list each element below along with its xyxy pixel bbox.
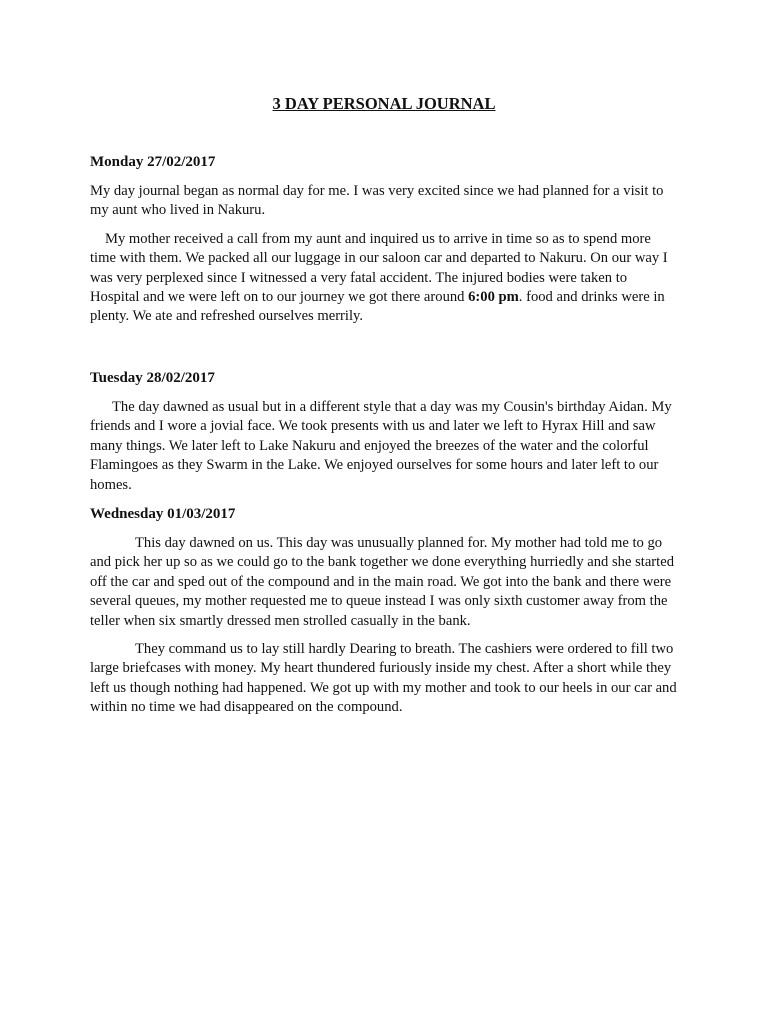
entry-paragraph — [90, 230, 680, 327]
entry-paragraph: The day dawned as usual but in a different style that a day was my Cousin's birthday Aidan. My friends and I wore a jovial face. We took presents with us and later we left to Hyrax Hill and saw many things. We later left to Lake Nakuru and enjoyed the breezes of the water and the colorful Flamingoes as they Swarm in the Lake. We enjoyed ourselves for some hours and later left to our homes. — [90, 399, 672, 493]
paragraph-text: . food and drinks were in plenty. We ate and refreshed ourselves merrily. — [90, 289, 665, 325]
page-title: 3 DAY PERSONAL JOURNAL — [272, 94, 496, 113]
journal-entry-wednesday — [90, 505, 680, 727]
arrival-time: 6:00 pm — [468, 289, 519, 306]
entry-heading: Monday 27/02/2017 — [90, 154, 216, 170]
entry-heading: Tuesday 28/02/2017 — [90, 370, 215, 386]
journal-entry-monday — [90, 153, 680, 336]
entry-paragraph: They command us to lay still hardly Dearing to breath. The cashiers were ordered to fill two large briefcases with money. My heart thundered furiously inside my chest. After a short while they left us though nothing had happened. We got up with my mother and took to our heels in our car and within no time we had disappeared on the compound. — [90, 641, 677, 716]
entry-paragraph: This day dawned on us. This day was unusually planned for. My mother had told me to go and pick her up so as we could go to the bank together we done everything hurriedly and she started off the car and sped out of the compound and in the main road. We got into the bank and there were several queues, my mother requested me to queue instead I was only sixth customer away from the teller when six smartly dressed men strolled casually in the bank. — [90, 535, 674, 629]
entry-paragraph: My day journal began as normal day for me. I was very excited since we had planned for a visit to my aunt who lived in Nakuru. — [90, 183, 664, 219]
entry-heading: Wednesday 01/03/2017 — [90, 506, 236, 522]
paragraph-text: My mother received a call from my aunt and inquired us to arrive in time so as to spend more time with them. We packed all our luggage in our saloon car and departed to Nakuru. On our way I was very perplexed since I witnessed a very fatal accident. The injured bodies were taken to Hospital and we were left on to our journey we got there around — [90, 230, 668, 306]
journal-entry-tuesday — [90, 369, 680, 504]
